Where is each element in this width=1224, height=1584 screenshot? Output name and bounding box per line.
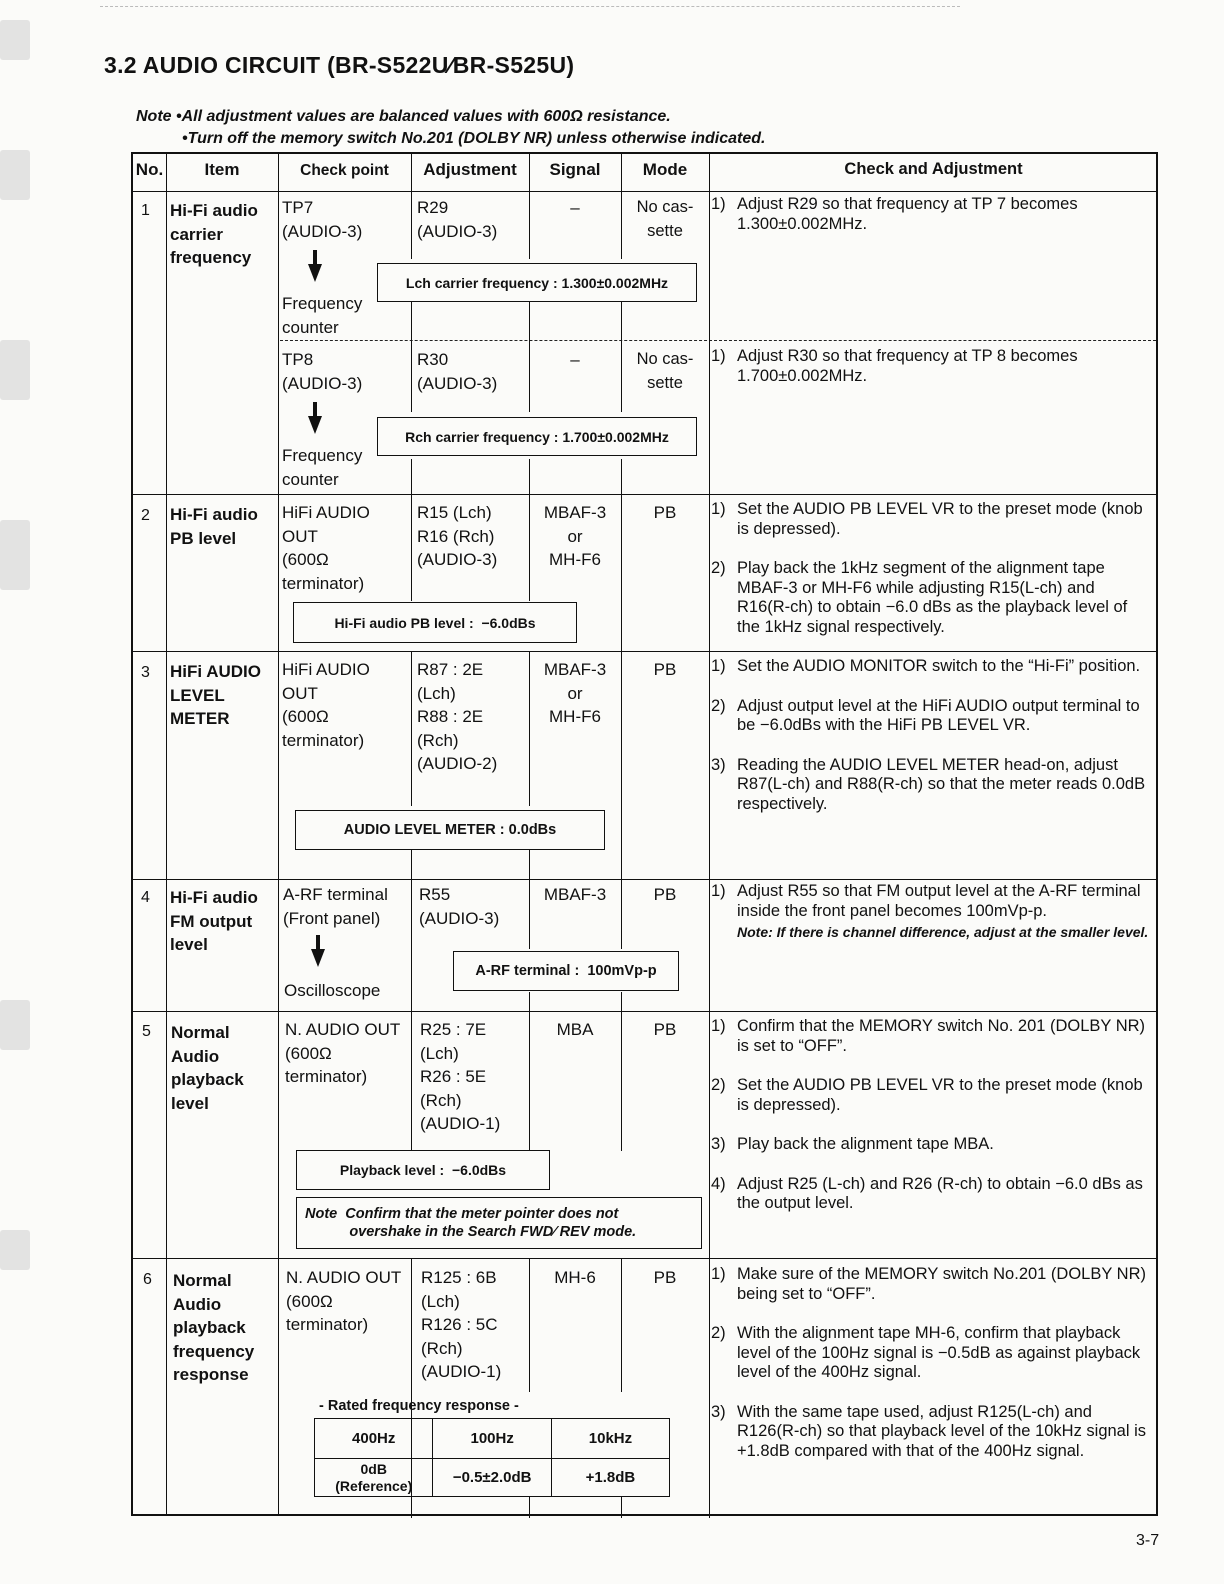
row-2-signal: MBAF-3 or MH-F6 [543, 503, 607, 569]
header-no: No. [135, 160, 164, 179]
header-signal: Signal [549, 160, 601, 179]
row-1a-mode: No cas- sette [636, 198, 694, 240]
row-2-steps: 1) Set the AUDIO PB LEVEL VR to the preset mode (knob is depressed). 2) Play back the 1kHz segment of the alignment tape MBAF-3 or MH-F6 while adjusting R15(L-ch) and R16(R-ch) to obtain −6.0 dBs as the playback level of the 1kHz signal respectively. [711, 500, 1143, 636]
row-4-mode: PB [653, 885, 677, 904]
row-4-check-point: A-RF terminal (Front panel) [283, 885, 388, 928]
row-4-adjustment: R55 (AUDIO-3) [419, 885, 500, 928]
row-3-check-point: HiFi AUDIO OUT (600Ω terminator) [282, 660, 370, 750]
row-2-check-point: HiFi AUDIO OUT (600Ω terminator) [282, 503, 370, 593]
rated-frequency-title: - Rated frequency response - [319, 1398, 519, 1414]
step-number: 1) [711, 195, 726, 213]
row-6-adjustment: R125 : 6B (Lch) R126 : 5C (Rch) (AUDIO-1) [421, 1268, 502, 1381]
row-1b-mode: No cas- sette [636, 350, 694, 392]
row-1a-adjustment: R29 (AUDIO-3) [417, 198, 498, 241]
section-heading: 3.2 AUDIO CIRCUIT (BR-S522U∕BR-S525U) [104, 52, 575, 78]
header-item: Item [204, 160, 240, 179]
adjustment-table [131, 152, 1158, 1516]
row-3-spec-box: AUDIO LEVEL METER : 0.0dBs [295, 810, 605, 850]
step-text: Adjust R30 so that frequency at TP 8 becomes 1.700±0.002MHz. [737, 347, 1078, 385]
scan-top-edge [100, 6, 960, 7]
row-6-steps: 1) Make sure of the MEMORY switch No.201 (DOLBY NR) being set to “OFF”. 2) With the alignment tape MH-6, confirm that playback level of the 100Hz signal is −0.5dB as against playback level of the 400Hz signal. 3) With the same tape used, adjust R125(L-ch) and R126(R-ch) so that playback level of the 10kHz signal is +1.8dB compared with that of the 400Hz signal. [711, 1265, 1147, 1460]
arrow-down-icon [308, 250, 322, 282]
row-4-item: Hi-Fi audio FM output level [170, 888, 258, 954]
row-6-check-point: N. AUDIO OUT (600Ω terminator) [286, 1268, 402, 1334]
row-5-steps: 1) Confirm that the MEMORY switch No. 201 (DOLBY NR) is set to “OFF”. 2) Set the AUDIO PB LEVEL VR to the preset mode (knob is depressed). 3) Play back the alignment tape MBA. 4) Adjust R25 (L-ch) and R26 (R-ch) to obtain −6.0 dBs as the output level. [711, 1017, 1146, 1212]
step-text: Adjust R29 so that frequency at TP 7 becomes 1.300±0.002MHz. [737, 195, 1078, 233]
row-1a-steps [711, 195, 1151, 248]
row-2-no: 2 [141, 507, 150, 524]
row-line [133, 879, 1156, 880]
header-check-adjustment: Check and Adjustment [844, 160, 1023, 178]
rated-header: 400Hz [315, 1419, 433, 1459]
row-2-adjustment: R15 (Lch) R16 (Rch) (AUDIO-3) [417, 503, 498, 569]
row-1b-instrument: Frequency counter [282, 446, 363, 489]
row-3-item: HiFi AUDIO LEVEL METER [170, 662, 261, 728]
row-2-item: Hi-Fi audio PB level [170, 505, 258, 548]
page-number: 3-7 [1136, 1532, 1160, 1549]
row-1b-spec-box: Rch carrier frequency : 1.700±0.002MHz [377, 417, 697, 456]
row-4-signal: MBAF-3 [543, 885, 607, 904]
row-2-mode: PB [653, 503, 677, 522]
row-6-item: Normal Audio playback frequency response [173, 1271, 255, 1384]
row-5-note-box: Note Confirm that the meter pointer does not overshake in the Search FWD∕ REV mode. [296, 1197, 702, 1249]
scan-edge [0, 0, 36, 1584]
note-2: •Turn off the memory switch No.201 (DOLBY NR) unless otherwise indicated. [182, 130, 766, 147]
row-6-signal: MH-6 [554, 1268, 596, 1287]
row-1a-instrument: Frequency counter [282, 294, 363, 337]
row-1-item: Hi-Fi audio carrier frequency [170, 201, 258, 267]
arrow-down-icon [308, 402, 322, 434]
row-3-adjustment: R87 : 2E (Lch) R88 : 2E (Rch) (AUDIO-2) [417, 660, 498, 773]
row-6-mode: PB [653, 1268, 677, 1287]
rated-frequency-table [314, 1418, 670, 1497]
row-3-steps: 1) Set the AUDIO MONITOR switch to the “Hi-Fi” position. 2) Adjust output level at the HiFi AUDIO output terminal to be −6.0dBs with the HiFi PB LEVEL VR. 3) Reading the AUDIO LEVEL METER head-on, adjust R87(L-ch) and R88(R-ch) so that the meter reads 0.0dB respectively. [711, 657, 1146, 813]
row-4-no: 4 [141, 889, 150, 906]
row-5-item: Normal Audio playback level [171, 1023, 244, 1113]
rated-header: 10kHz [551, 1419, 669, 1459]
row-5-spec-box: Playback level : −6.0dBs [296, 1150, 550, 1190]
row-1a-spec-box: Lch carrier frequency : 1.300±0.002MHz [377, 263, 697, 302]
row-line [133, 494, 1156, 495]
row-1b-adjustment: R30 (AUDIO-3) [417, 350, 498, 393]
row-5-mode: PB [653, 1020, 677, 1039]
row-4-steps: 1) Adjust R55 so that FM output level at the A-RF terminal inside the front panel becomes 100mVp-p. Note: If there is channel difference, adjust at the smaller level. [711, 882, 1151, 956]
row-3-signal: MBAF-3 or MH-F6 [543, 660, 607, 726]
row-3-mode: PB [653, 660, 677, 679]
row-line [133, 1011, 1156, 1012]
row-4-spec-box: A-RF terminal : 100mVp-p [453, 951, 679, 991]
rated-value: +1.8dB [551, 1459, 669, 1497]
rated-value: 0dB (Reference) [315, 1459, 433, 1497]
row-3-no: 3 [141, 664, 150, 681]
row-1b-check-point: TP8 (AUDIO-3) [282, 350, 363, 393]
step-number: 1) [711, 347, 726, 365]
row-4-note: Note: If there is channel difference, adjust at the smaller level. [737, 924, 1149, 940]
row-line [133, 1258, 1156, 1259]
row-5-signal: MBA [556, 1020, 594, 1039]
note-1: Note •All adjustment values are balanced values with 600Ω resistance. [136, 108, 671, 125]
row-6-no: 6 [143, 1271, 152, 1288]
rated-value: −0.5±2.0dB [433, 1459, 551, 1497]
row-1-no: 1 [141, 202, 150, 219]
header-line [133, 191, 1156, 192]
arrow-down-icon [311, 935, 325, 967]
col-line [278, 154, 279, 1514]
row-5-adjustment: R25 : 7E (Lch) R26 : 5E (Rch) (AUDIO-1) [420, 1020, 501, 1133]
row-4-instrument: Oscilloscope [284, 981, 381, 1000]
row-line [133, 651, 1156, 652]
row-1b-signal: – [570, 350, 580, 369]
row-1a-check-point: TP7 (AUDIO-3) [282, 198, 363, 241]
row-1b-steps [711, 347, 1151, 400]
rated-header: 100Hz [433, 1419, 551, 1459]
row-5-check-point: N. AUDIO OUT (600Ω terminator) [285, 1020, 401, 1086]
row-2-spec-box: Hi-Fi audio PB level : −6.0dBs [293, 602, 577, 643]
header-adjustment: Adjustment [423, 160, 517, 179]
row-1a-signal: – [570, 198, 580, 217]
row-5-no: 5 [142, 1023, 151, 1040]
header-mode: Mode [642, 160, 688, 179]
notes [136, 106, 766, 150]
header-check-point: Check point [300, 162, 389, 179]
col-line [166, 154, 167, 1514]
